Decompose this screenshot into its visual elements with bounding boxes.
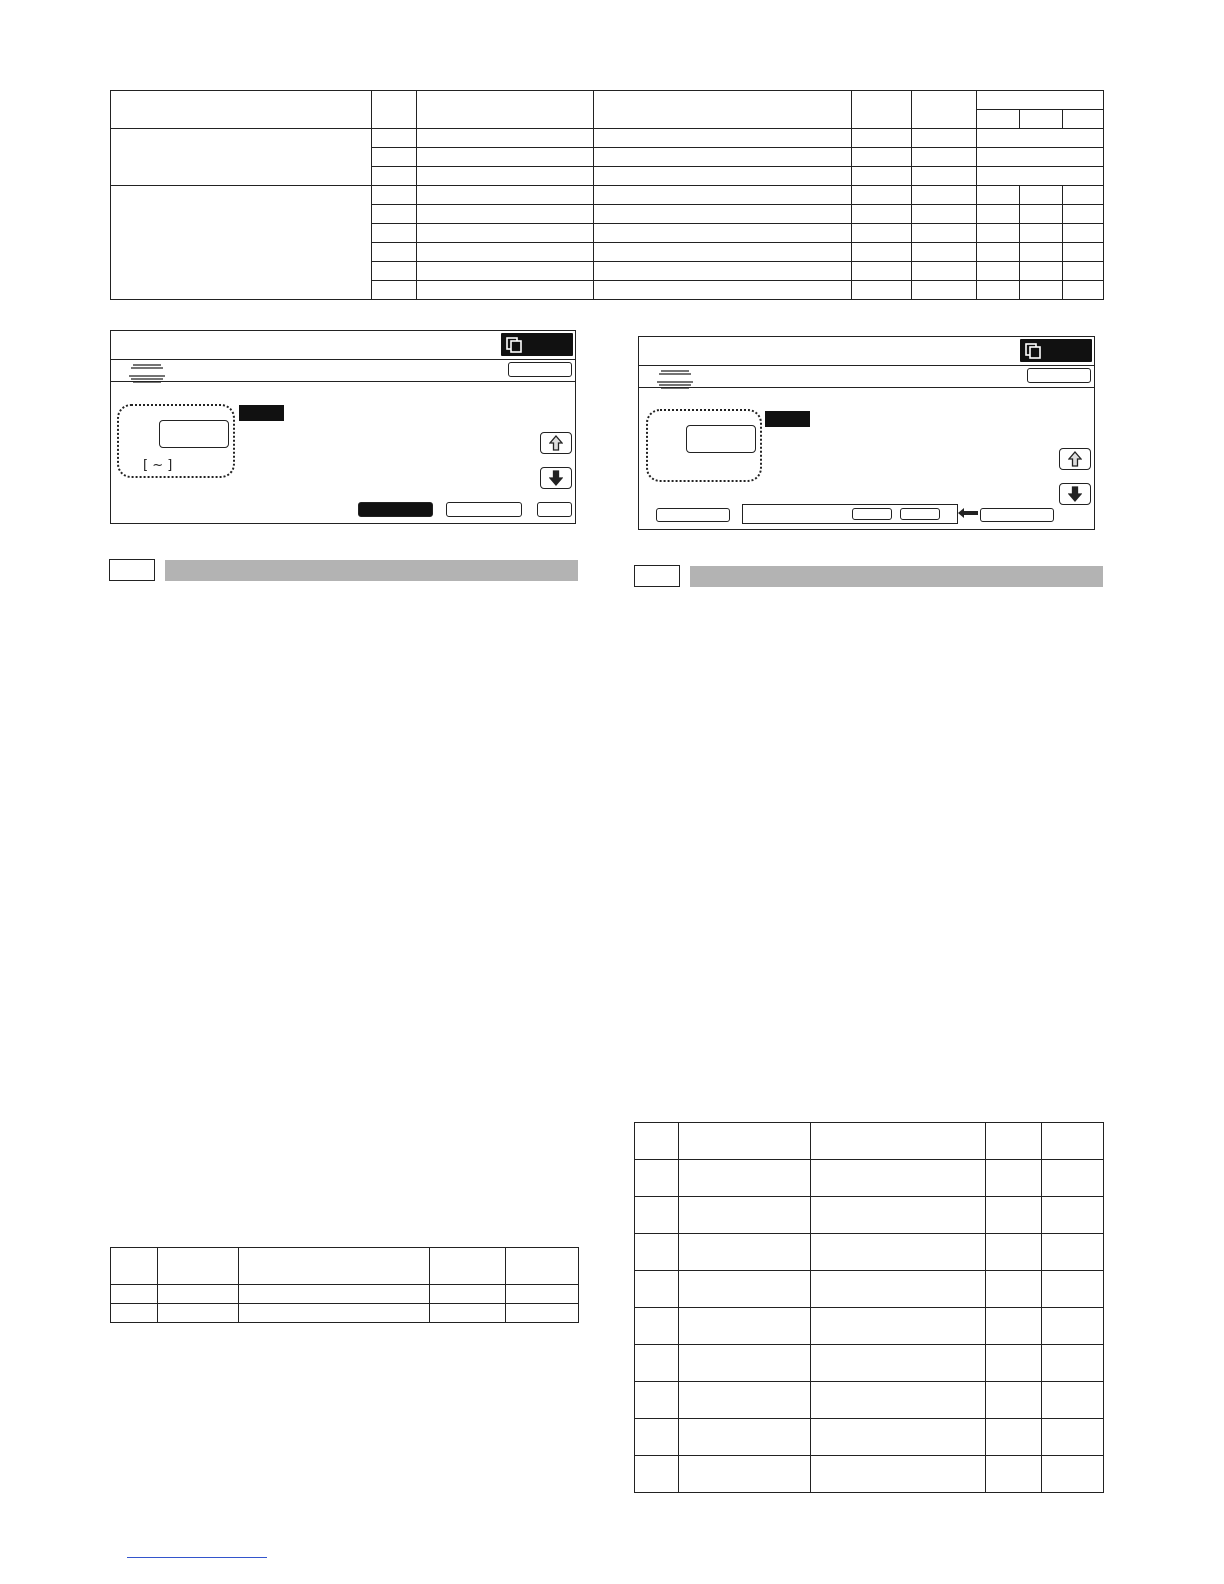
table-cell (239, 1304, 430, 1323)
table-cell (417, 186, 594, 205)
ok-button[interactable] (508, 362, 572, 377)
copy-mode-button[interactable] (501, 333, 573, 356)
table-cell (1063, 186, 1104, 205)
adjustment-table-left (110, 1247, 579, 1323)
table-cell (1042, 1160, 1104, 1197)
table-cell (1042, 1234, 1104, 1271)
table-cell (811, 1197, 986, 1234)
table-cell (986, 1160, 1042, 1197)
table-cell (417, 262, 594, 281)
table-row (635, 1456, 1104, 1493)
table-cell (811, 1234, 986, 1271)
up-arrow-icon (549, 435, 563, 451)
section-number-box (109, 559, 155, 581)
table-cell (912, 262, 977, 281)
table-cell (111, 129, 372, 186)
copy-icon (506, 337, 524, 353)
table-cell (417, 281, 594, 300)
table-row (635, 1271, 1104, 1308)
table-cell (430, 1285, 506, 1304)
down-arrow-icon (549, 470, 563, 486)
table-cell (912, 186, 977, 205)
table-cell (1063, 262, 1104, 281)
table-cell (372, 205, 417, 224)
table-cell (594, 262, 852, 281)
table-cell (1042, 1271, 1104, 1308)
table-cell (594, 91, 852, 129)
footer-link[interactable] (127, 1557, 267, 1558)
table-cell (635, 1271, 679, 1308)
table-cell (679, 1419, 811, 1456)
table-cell (912, 91, 977, 129)
table-row (111, 129, 1104, 148)
table-cell (417, 148, 594, 167)
paper-tray-icon (657, 368, 693, 390)
paper-tray-icon (129, 362, 165, 384)
table-cell (372, 243, 417, 262)
table-cell (912, 224, 977, 243)
table-row (635, 1234, 1104, 1271)
table-cell (635, 1345, 679, 1382)
value-entry-group (646, 409, 762, 482)
table-cell (372, 224, 417, 243)
screen-panel-left (110, 330, 576, 524)
table-cell (430, 1304, 506, 1323)
table-header-row (111, 1248, 579, 1285)
screen-sub-bar (111, 359, 575, 382)
table-cell (372, 148, 417, 167)
table-cell (635, 1234, 679, 1271)
table-cell (986, 1456, 1042, 1493)
test-pattern-frame (742, 504, 958, 524)
table-cell (430, 1248, 506, 1285)
table-cell (679, 1345, 811, 1382)
table-cell (977, 186, 1020, 205)
item-label-highlight (239, 405, 284, 421)
ok-button[interactable] (1027, 368, 1091, 383)
value-range-label: [ ~ ] (143, 458, 173, 473)
table-cell (852, 167, 912, 186)
close-button[interactable] (537, 502, 572, 517)
table-cell (594, 205, 852, 224)
table-cell (811, 1271, 986, 1308)
adjustment-table-right (634, 1122, 1104, 1493)
table-cell (372, 186, 417, 205)
item-label-highlight (765, 411, 810, 427)
table-cell (912, 281, 977, 300)
table-cell (635, 1308, 679, 1345)
table-cell (811, 1345, 986, 1382)
scroll-down-button[interactable] (1059, 483, 1091, 505)
table-cell (912, 167, 977, 186)
table-cell (158, 1304, 239, 1323)
table-cell (852, 205, 912, 224)
table-cell (977, 224, 1020, 243)
table-cell (986, 1382, 1042, 1419)
table-cell (239, 1248, 430, 1285)
table-cell (111, 186, 372, 300)
table-cell (1063, 205, 1104, 224)
table-cell (1020, 281, 1063, 300)
up-arrow-icon (1068, 451, 1082, 467)
table-cell (1042, 1308, 1104, 1345)
table-cell (679, 1160, 811, 1197)
option-button-1[interactable] (852, 508, 892, 520)
table-cell (594, 243, 852, 262)
copy-mode-button[interactable] (1020, 339, 1092, 362)
table-row (111, 1285, 579, 1304)
table-cell (635, 1382, 679, 1419)
table-cell (417, 224, 594, 243)
table-row (635, 1419, 1104, 1456)
table-row (111, 1304, 579, 1323)
table-cell (977, 91, 1104, 110)
table-cell (594, 224, 852, 243)
table-cell (679, 1123, 811, 1160)
table-cell (912, 205, 977, 224)
table-cell (417, 129, 594, 148)
table-cell (594, 148, 852, 167)
table-cell (635, 1456, 679, 1493)
table-cell (506, 1285, 579, 1304)
table-cell (372, 281, 417, 300)
table-cell (679, 1197, 811, 1234)
table-cell (977, 205, 1020, 224)
table-cell (1042, 1456, 1104, 1493)
table-cell (977, 129, 1104, 148)
table-cell (977, 281, 1020, 300)
table-cell (912, 148, 977, 167)
table-row (635, 1197, 1104, 1234)
table-cell (239, 1285, 430, 1304)
table-cell (811, 1308, 986, 1345)
table-cell (1042, 1197, 1104, 1234)
setting-value-field[interactable] (686, 425, 756, 453)
table-cell (852, 281, 912, 300)
table-row (635, 1345, 1104, 1382)
table-cell (986, 1123, 1042, 1160)
table-cell (111, 1248, 158, 1285)
table-cell (1020, 186, 1063, 205)
table-cell (679, 1234, 811, 1271)
table-cell (852, 224, 912, 243)
table-cell (1042, 1123, 1104, 1160)
table-row (635, 1308, 1104, 1345)
table-cell (506, 1304, 579, 1323)
table-cell (811, 1382, 986, 1419)
table-cell (1063, 281, 1104, 300)
left-arrow-icon (957, 507, 979, 519)
table-cell (594, 129, 852, 148)
table-cell (811, 1160, 986, 1197)
table-cell (1020, 224, 1063, 243)
section-number-box (634, 565, 680, 587)
top-spec-table (110, 90, 1104, 300)
table-cell (372, 262, 417, 281)
scroll-up-button[interactable] (540, 432, 572, 454)
table-cell (986, 1419, 1042, 1456)
table-cell (594, 186, 852, 205)
table-cell (417, 91, 594, 129)
screen-title-bar (639, 337, 1094, 366)
table-cell (986, 1308, 1042, 1345)
table-cell (811, 1123, 986, 1160)
table-cell (1042, 1382, 1104, 1419)
table-cell (679, 1456, 811, 1493)
down-arrow-icon (1068, 486, 1082, 502)
value-entry-group (117, 404, 235, 478)
table-cell (986, 1197, 1042, 1234)
table-cell (852, 129, 912, 148)
table-cell (811, 1456, 986, 1493)
table-row (635, 1382, 1104, 1419)
table-cell (417, 205, 594, 224)
table-cell (679, 1271, 811, 1308)
screen-panel-right (638, 336, 1095, 530)
right-action-button[interactable] (980, 508, 1054, 522)
table-cell (635, 1419, 679, 1456)
table-cell (977, 243, 1020, 262)
table-cell (977, 262, 1020, 281)
table-cell (1063, 243, 1104, 262)
table-cell (158, 1248, 239, 1285)
table-cell (506, 1248, 579, 1285)
setting-value-field[interactable] (159, 420, 229, 448)
screen-sub-bar (639, 365, 1094, 388)
execute-button[interactable] (358, 502, 433, 517)
table-cell (986, 1345, 1042, 1382)
table-cell (594, 281, 852, 300)
table-row (111, 91, 1104, 110)
screen-title-bar (111, 331, 575, 360)
scroll-down-button[interactable] (540, 467, 572, 489)
table-cell (372, 91, 417, 129)
option-button-2[interactable] (900, 508, 940, 520)
table-cell (679, 1308, 811, 1345)
table-cell (852, 262, 912, 281)
table-cell (1020, 262, 1063, 281)
table-row (111, 186, 1104, 205)
table-cell (986, 1271, 1042, 1308)
copy-icon (1025, 343, 1043, 359)
section-title-bar (690, 566, 1103, 587)
table-cell (986, 1234, 1042, 1271)
table-cell (417, 243, 594, 262)
table-cell (912, 243, 977, 262)
table-row (635, 1160, 1104, 1197)
section-title-bar (165, 560, 578, 581)
table-cell (852, 186, 912, 205)
table-cell (1042, 1345, 1104, 1382)
table-cell (635, 1123, 679, 1160)
table-cell (1063, 110, 1104, 129)
table-cell (679, 1382, 811, 1419)
table-cell (635, 1197, 679, 1234)
table-cell (111, 1304, 158, 1323)
cancel-button[interactable] (446, 502, 522, 517)
table-cell (158, 1285, 239, 1304)
table-cell (111, 1285, 158, 1304)
table-cell (1020, 205, 1063, 224)
table-cell (852, 148, 912, 167)
table-cell (111, 91, 372, 129)
table-cell (852, 243, 912, 262)
table-cell (372, 167, 417, 186)
table-cell (635, 1160, 679, 1197)
table-cell (594, 167, 852, 186)
table-cell (1020, 243, 1063, 262)
table-cell (852, 91, 912, 129)
table-cell (372, 129, 417, 148)
table-cell (1020, 110, 1063, 129)
table-cell (977, 110, 1020, 129)
table-cell (977, 148, 1104, 167)
table-cell (912, 129, 977, 148)
left-action-button[interactable] (656, 508, 730, 522)
table-cell (811, 1419, 986, 1456)
table-cell (1063, 224, 1104, 243)
table-cell (977, 167, 1104, 186)
table-cell (1042, 1419, 1104, 1456)
table-header-row (635, 1123, 1104, 1160)
scroll-up-button[interactable] (1059, 448, 1091, 470)
table-cell (417, 167, 594, 186)
